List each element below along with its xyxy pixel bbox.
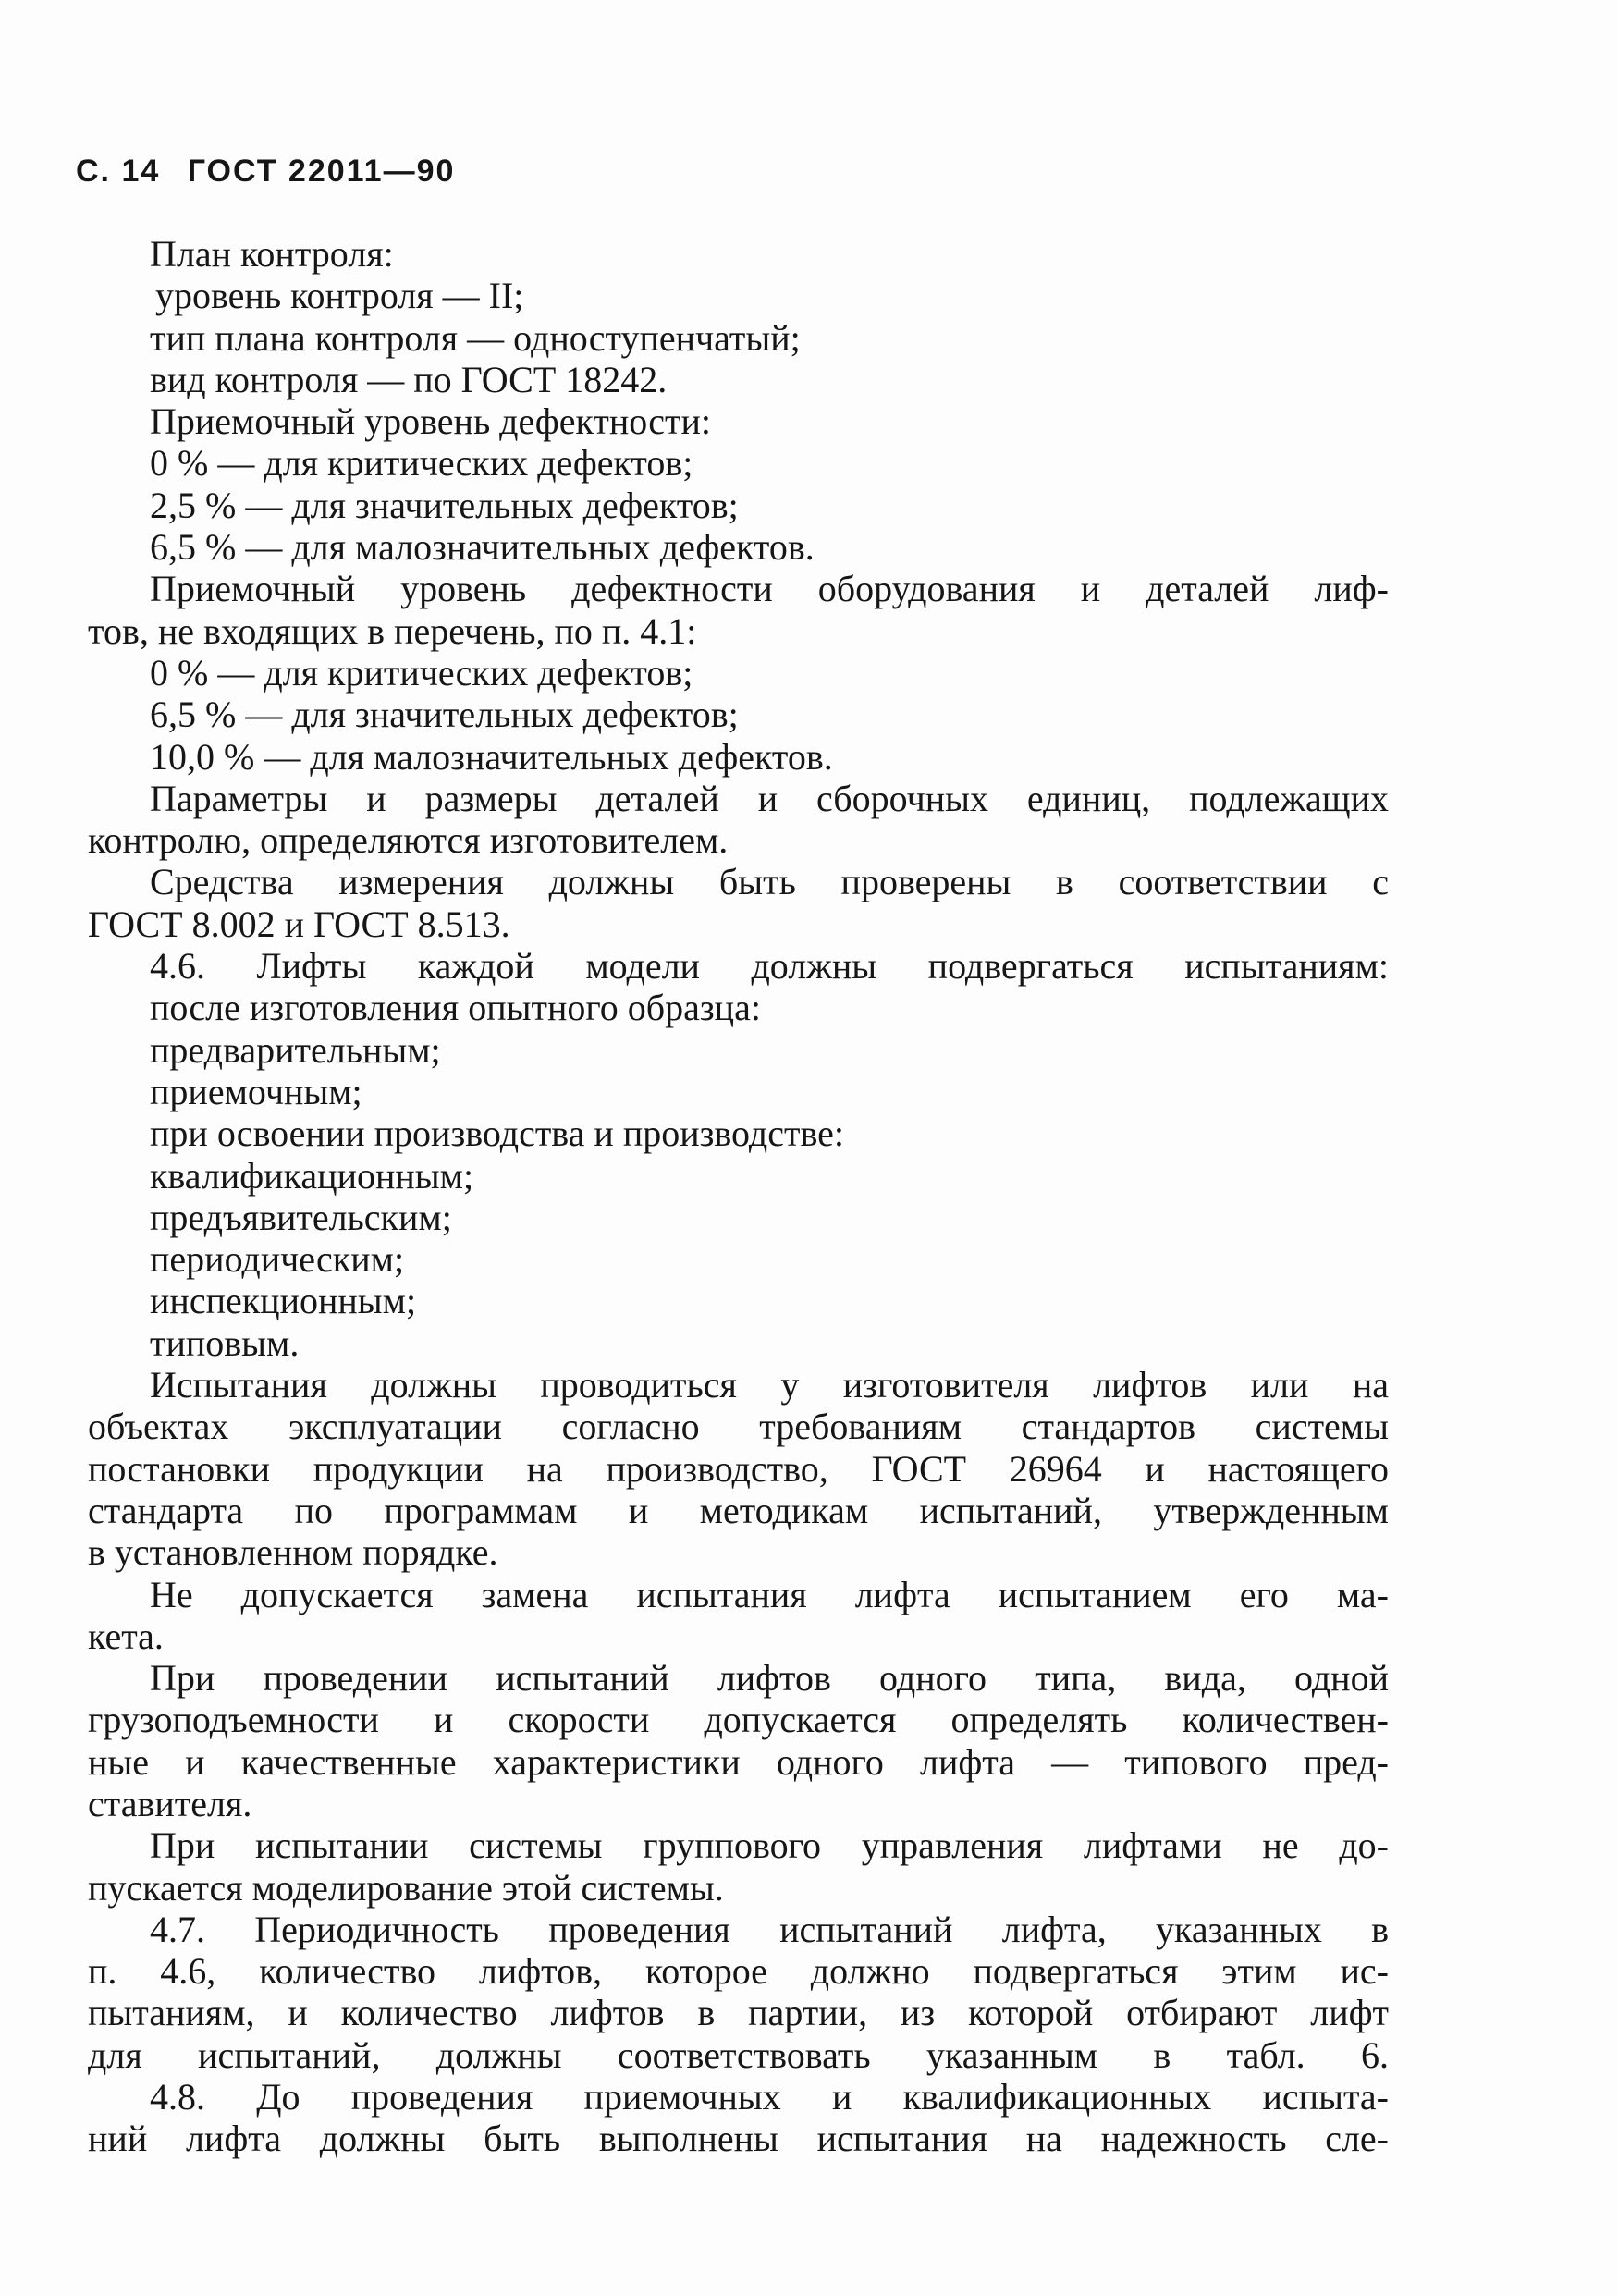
page-number: С. 14: [76, 153, 161, 189]
text-line: вид контроля — по ГОСТ 18242.: [150, 358, 668, 400]
text-line: 6,5 % — для малозначительных дефектов.: [150, 526, 815, 569]
standard-number: ГОСТ 22011—90: [187, 153, 456, 189]
page-header: [76, 153, 472, 190]
text-line: 0 % — для критических дефектов;: [150, 442, 693, 485]
text-line: Приемочный уровень дефектности оборудования и деталей лиф-: [150, 568, 1389, 610]
text-line: ГОСТ 8.002 и ГОСТ 8.513.: [88, 902, 510, 945]
text-line: 6,5 % — для значительных дефектов;: [150, 694, 739, 736]
text-line: Испытания должны проводиться у изготовителя лифтов или на: [150, 1364, 1389, 1406]
text-line: предварительным;: [150, 1028, 441, 1071]
text-line: приемочным;: [150, 1070, 362, 1112]
text-line: 4.7. Периодичность проведения испытаний лифта, указанных в: [150, 1908, 1389, 1950]
text-line: ные и качественные характеристики одного лифта — типового пред-: [88, 1740, 1389, 1783]
text-line: периодическим;: [150, 1238, 405, 1281]
text-line: Приемочный уровень дефектности:: [150, 400, 711, 443]
text-line: постановки продукции на производство, ГОСТ 26964 и настоящего: [88, 1447, 1389, 1490]
text-line: тип плана контроля — одноступенчатый;: [150, 316, 801, 359]
text-line: Средства измерения должны быть проверены в соответствии с: [150, 861, 1389, 903]
text-line: План контроля:: [150, 233, 394, 275]
text-line: предъявительским;: [150, 1196, 452, 1238]
text-line: пускается моделирование этой системы.: [88, 1866, 724, 1909]
text-line: пытаниям, и количество лифтов в партии, из которой отбирают лифт: [88, 1992, 1389, 2034]
text-line: ставителя.: [88, 1782, 252, 1824]
text-line: контролю, определяются изготовителем.: [88, 819, 729, 862]
text-line: п. 4.6, количество лифтов, которое должно подвергаться этим ис-: [88, 1950, 1389, 1993]
text-line: ний лифта должны быть выполнены испытания на надежность сле-: [88, 2118, 1389, 2160]
body-text: [88, 233, 1389, 2160]
text-line: типовым.: [150, 1321, 300, 1364]
text-line: При испытании системы группового управления лифтами не до-: [150, 1824, 1389, 1867]
text-line: 4.8. До проведения приемочных и квалификационных испыта-: [150, 2076, 1389, 2118]
text-line: квалификационным;: [150, 1154, 474, 1197]
text-line: в установленном порядке.: [88, 1531, 498, 1574]
text-line: тов, не входящих в перечень, по п. 4.1:: [88, 609, 697, 652]
text-line: грузоподъемности и скорости допускается определять количествен-: [88, 1699, 1389, 1741]
text-line: объектах эксплуатации согласно требованиям стандартов системы: [88, 1406, 1389, 1448]
text-line: При проведении испытаний лифтов одного типа, вида, одной: [150, 1657, 1389, 1700]
text-line: после изготовления опытного образца:: [150, 987, 761, 1029]
text-line: инспекционным;: [150, 1280, 417, 1322]
text-line: для испытаний, должны соответствовать указанным в табл. 6.: [88, 2033, 1389, 2076]
text-line: 2,5 % — для значительных дефектов;: [150, 484, 739, 526]
text-line: 10,0 % — для малозначительных дефектов.: [150, 735, 833, 778]
text-line: стандарта по программам и методикам испытаний, утвержденным: [88, 1489, 1389, 1531]
text-line: при освоении производства и производстве:: [150, 1112, 844, 1155]
text-line: кета.: [88, 1615, 164, 1657]
text-line: уровень контроля — II;: [155, 275, 524, 317]
text-line: 0 % — для критических дефектов;: [150, 651, 693, 694]
text-line: Не допускается замена испытания лифта испытанием его ма-: [150, 1573, 1389, 1615]
text-line: 4.6. Лифты каждой модели должны подвергаться испытаниям:: [150, 945, 1389, 988]
text-line: Параметры и размеры деталей и сборочных единиц, подлежащих: [150, 777, 1389, 819]
